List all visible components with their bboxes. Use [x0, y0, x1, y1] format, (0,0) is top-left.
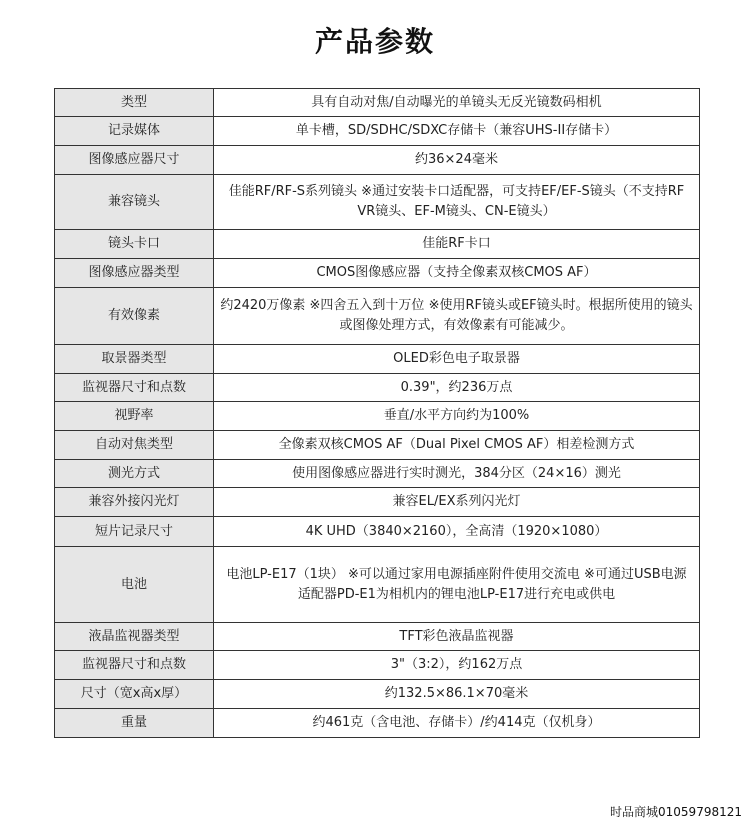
- spec-label: 图像感应器类型: [55, 259, 214, 288]
- spec-value: 单卡槽，SD/SDHC/SDXC存储卡（兼容UHS-II存储卡）: [214, 117, 700, 146]
- spec-row: [55, 374, 700, 402]
- spec-label: 取景器类型: [55, 345, 214, 374]
- spec-label: 测光方式: [55, 460, 214, 488]
- spec-row: [55, 175, 700, 230]
- spec-row: [55, 288, 700, 345]
- spec-value: 全像素双核CMOS AF（Dual Pixel CMOS AF）相差检测方式: [214, 431, 700, 460]
- spec-value: 佳能RF卡口: [214, 230, 700, 259]
- spec-label: 类型: [55, 89, 214, 117]
- spec-label: 镜头卡口: [55, 230, 214, 259]
- spec-value: 0.39"，约236万点: [214, 374, 700, 402]
- footer-contact: 时品商城01059798121: [610, 805, 742, 819]
- spec-label: 视野率: [55, 402, 214, 431]
- spec-value: 约2420万像素 ※四舍五入到十万位 ※使用RF镜头或EF镜头时。根据所使用的镜头或图像处理方式，有效像素有可能减少。: [214, 288, 700, 345]
- spec-row: [55, 431, 700, 460]
- spec-value: 兼容EL/EX系列闪光灯: [214, 488, 700, 517]
- spec-table: [54, 88, 700, 738]
- spec-label: 有效像素: [55, 288, 214, 345]
- spec-label: 尺寸（宽x高x厚）: [55, 680, 214, 709]
- spec-row: [55, 402, 700, 431]
- spec-label: 液晶监视器类型: [55, 623, 214, 651]
- spec-row: [55, 488, 700, 517]
- spec-row: [55, 460, 700, 488]
- spec-label: 监视器尺寸和点数: [55, 374, 214, 402]
- spec-value: 约132.5×86.1×70毫米: [214, 680, 700, 709]
- spec-row: [55, 259, 700, 288]
- spec-value: 使用图像感应器进行实时测光，384分区（24×16）测光: [214, 460, 700, 488]
- spec-row: [55, 651, 700, 680]
- spec-row: [55, 709, 700, 738]
- spec-row: [55, 547, 700, 623]
- spec-label: 电池: [55, 547, 214, 623]
- spec-value: 垂直/水平方向约为100%: [214, 402, 700, 431]
- spec-value: 3"（3:2），约162万点: [214, 651, 700, 680]
- spec-row: [55, 680, 700, 709]
- spec-value: 约461克（含电池、存储卡）/约414克（仅机身）: [214, 709, 700, 738]
- spec-table-body: [55, 89, 700, 738]
- spec-value: 佳能RF/RF-S系列镜头 ※通过安装卡口适配器，可支持EF/EF-S镜头（不支持RF VR镜头、EF-M镜头、CN-E镜头）: [214, 175, 700, 230]
- spec-row: [55, 345, 700, 374]
- spec-row: [55, 117, 700, 146]
- spec-value: 电池LP-E17（1块） ※可以通过家用电源插座附件使用交流电 ※可通过USB电源适配器PD-E1为相机内的锂电池LP-E17进行充电或供电: [214, 547, 700, 623]
- spec-value: 约36×24毫米: [214, 146, 700, 175]
- spec-label: 监视器尺寸和点数: [55, 651, 214, 680]
- spec-row: [55, 146, 700, 175]
- spec-row: [55, 89, 700, 117]
- spec-label: 图像感应器尺寸: [55, 146, 214, 175]
- spec-value: 4K UHD（3840×2160），全高清（1920×1080）: [214, 517, 700, 547]
- spec-label: 短片记录尺寸: [55, 517, 214, 547]
- spec-row: [55, 230, 700, 259]
- spec-value: TFT彩色液晶监视器: [214, 623, 700, 651]
- spec-label: 重量: [55, 709, 214, 738]
- spec-row: [55, 623, 700, 651]
- page-title: 产品参数: [314, 25, 435, 58]
- spec-label: 兼容外接闪光灯: [55, 488, 214, 517]
- spec-label: 自动对焦类型: [55, 431, 214, 460]
- spec-value: 具有自动对焦/自动曝光的单镜头无反光镜数码相机: [214, 89, 700, 117]
- spec-label: 兼容镜头: [55, 175, 214, 230]
- spec-label: 记录媒体: [55, 117, 214, 146]
- spec-row: [55, 517, 700, 547]
- spec-value: OLED彩色电子取景器: [214, 345, 700, 374]
- spec-value: CMOS图像感应器（支持全像素双核CMOS AF）: [214, 259, 700, 288]
